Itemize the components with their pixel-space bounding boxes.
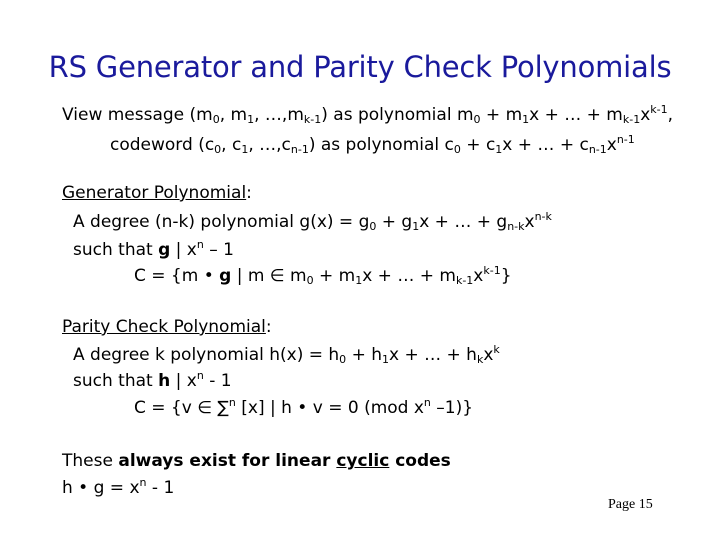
generator-heading-text: Generator Polynomial — [62, 183, 247, 203]
parity-code-set-line: C = {v ∈ ∑$^n$ [x] | h • v = 0 (mod $x^n$ –1)} — [134, 396, 474, 418]
closing-statement-line: These always exist for linear cyclic codes — [62, 451, 451, 471]
closing-equation-line: h • $g = x^n - 1$ — [62, 476, 175, 498]
generator-definition-line: A degree (n-k) polynomial $g(x) = g_0 + g_1x$ + … + $g_{n-k}x^{n-k}$ — [73, 210, 552, 233]
generator-heading: Generator Polynomial: — [62, 183, 252, 203]
intro-message-line: View message ($m_0$, $m_1$, $\dots,m_{k-1}$) as polynomial $m_0 + m_1x$ + … + $m_{k-1}x^{k-1}$, — [62, 103, 674, 126]
intro-codeword-line: codeword ($c_0$, $c_1$, $\dots,c_{n-1}$) as polynomial $c_0 + c_1x$ + … + $c_{n-1}x^{n-1}$ — [110, 133, 635, 156]
slide-title: RS Generator and Parity Check Polynomials — [48, 50, 672, 84]
parity-heading-text: Parity Check Polynomial — [62, 317, 266, 337]
page-number: Page 15 — [608, 497, 653, 512]
generator-divides-line: such that g | $x^n - 1$ — [73, 238, 234, 260]
parity-heading: Parity Check Polynomial: — [62, 317, 272, 337]
parity-divides-line: such that h | $x^n - 1$ — [73, 369, 232, 391]
generator-code-set-line: C = {m • g | m ∈ $m_0 + m_1x$ + … + $m_{k-1}x^{k-1}$} — [134, 264, 512, 287]
parity-definition-line: A degree k polynomial $h(x) = h_0 + h_1x$ + … + $h_kx^k$ — [73, 343, 500, 366]
